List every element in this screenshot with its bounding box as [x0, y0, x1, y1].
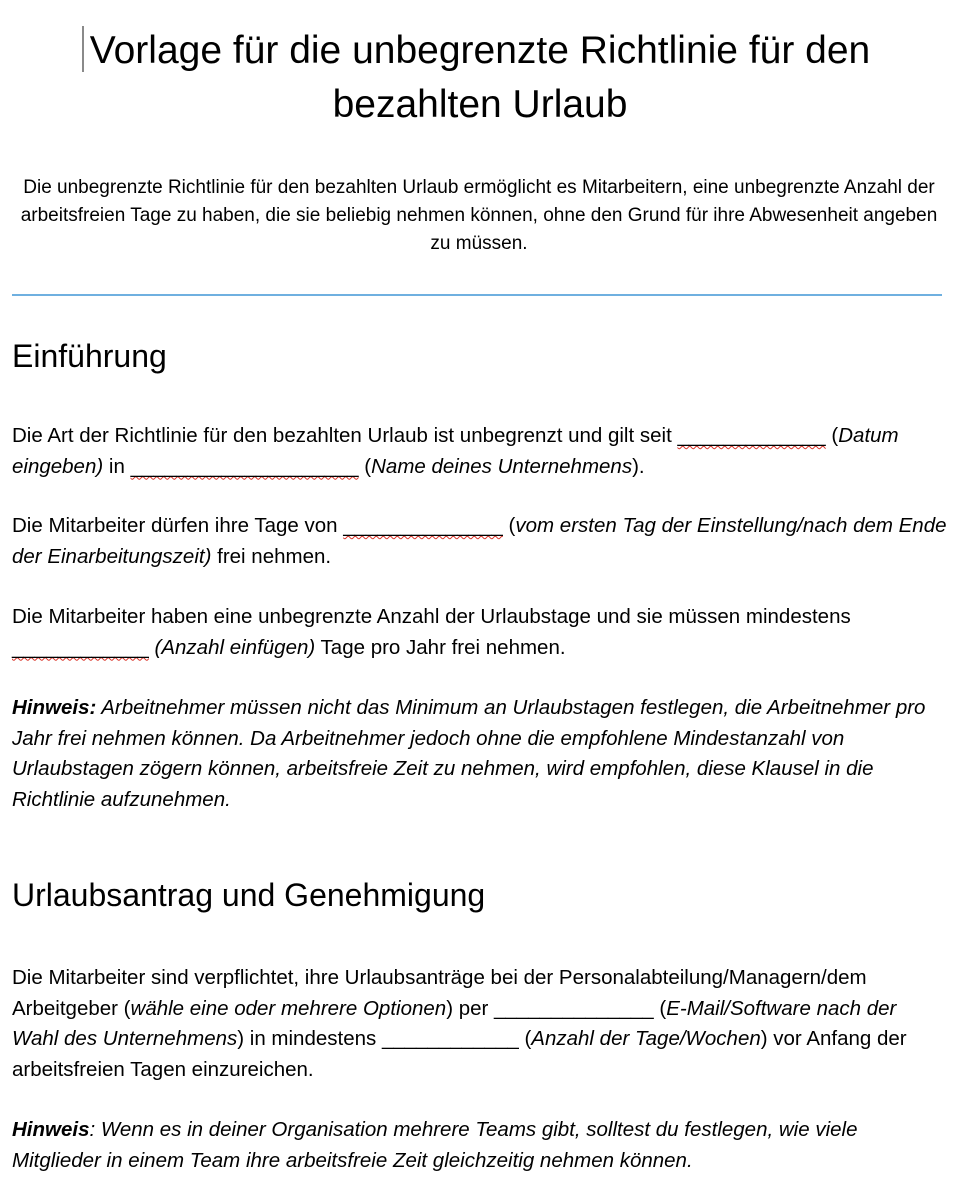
hint-minimum: (Anzahl einfügen) — [148, 635, 316, 659]
note-text: Arbeitnehmer müssen nicht das Minimum an Urlaubstagen festlegen, die Arbeitnehmer pro Jahr frei nehmen können. Da Arbeitnehmer jedoch ohne die empfohlene Mindestanzahl von Urlaubstagen zögern können, arbeitsfreie Zeit zu nehmen, wird empfohlen, diese Klausel in die Richtlinie aufzunehmen. — [12, 696, 926, 811]
note-label: Hinweis — [12, 1118, 90, 1141]
text-run: ) vor Anfang der arbeitsfreien Tagen einzureichen. — [12, 1027, 907, 1081]
text-run: ) in mindestens ____________ ( — [237, 1027, 532, 1050]
text-run: Die Mitarbeiter sind verpflichtet, ihre Urlaubsanträge bei der Personalabteilung/Managern/dem Arbeitgeber ( — [12, 966, 867, 1020]
hint-options: wähle eine oder mehrere Optionen — [130, 996, 447, 1020]
text-run: frei nehmen. — [211, 544, 332, 568]
text-run: in — [103, 454, 131, 478]
blank-start[interactable]: ______________ — [343, 514, 503, 537]
intro-paragraph[interactable]: Die unbegrenzte Richtlinie für den bezahlten Urlaub ermöglicht es Mitarbeitern, eine unbegrenzte Anzahl der arbeitsfreien Tage zu haben, die sie beliebig nehmen können, ohne den Grund für ihre Abwesenheit angeben zu müssen. — [20, 177, 938, 254]
blank-date[interactable]: _____________ — [677, 424, 826, 447]
text-run: Die Mitarbeiter dürfen ihre Tage von — [12, 514, 344, 537]
blank-minimum[interactable]: ____________ — [12, 635, 149, 659]
text-run: Tage pro Jahr frei nehmen. — [315, 635, 566, 659]
paragraph-start-days[interactable] — [12, 511, 947, 572]
hint-days-weeks: Anzahl der Tage/Wochen — [531, 1027, 761, 1050]
paragraph-leave-request[interactable] — [12, 963, 947, 1085]
text-run: Die Mitarbeiter haben eine unbegrenzte Anzahl der Urlaubstage und sie müssen mindestens — [12, 605, 851, 628]
note-text: : Wenn es in deiner Organisation mehrere Teams gibt, solltest du festlegen, wie viele Mitglieder in einem Team ihre arbeitsfreie Zeit gleichzeitig nehmen können. — [12, 1118, 858, 1172]
blank-company-name[interactable]: ____________________ — [130, 454, 359, 478]
text-run: ). — [632, 454, 645, 478]
section-heading-einfuehrung[interactable]: Einführung — [12, 338, 167, 374]
note-paragraph-2[interactable] — [12, 1115, 947, 1176]
text-run: ( — [502, 514, 516, 537]
hint-channel: E-Mail/Software nach der Wahl des Unternehmens — [12, 996, 897, 1050]
hint-company-name: Name deines Unternehmens — [371, 454, 633, 478]
text-run: ( — [825, 424, 839, 447]
text-run: Die Art der Richtlinie für den bezahlten Urlaub ist unbegrenzt und gilt seit — [12, 424, 678, 447]
text-run: ( — [358, 454, 372, 478]
paragraph-minimum-days[interactable] — [12, 602, 947, 663]
horizontal-divider — [12, 294, 942, 296]
section-heading-urlaubsantrag[interactable]: Urlaubsantrag und Genehmigung — [12, 877, 486, 913]
note-paragraph-1[interactable] — [12, 693, 947, 815]
hint-date: Datum eingeben) — [12, 424, 899, 478]
document-title[interactable]: Vorlage für die unbegrenzte Richtlinie für den bezahlten Urlaub — [89, 29, 871, 126]
note-label: Hinweis: — [12, 696, 97, 719]
paragraph-policy-type[interactable] — [12, 421, 947, 482]
hint-start: vom ersten Tag der Einstellung/nach dem Ende der Einarbeitungszeit) — [12, 514, 947, 568]
text-run: ) per ______________ ( — [446, 996, 667, 1020]
